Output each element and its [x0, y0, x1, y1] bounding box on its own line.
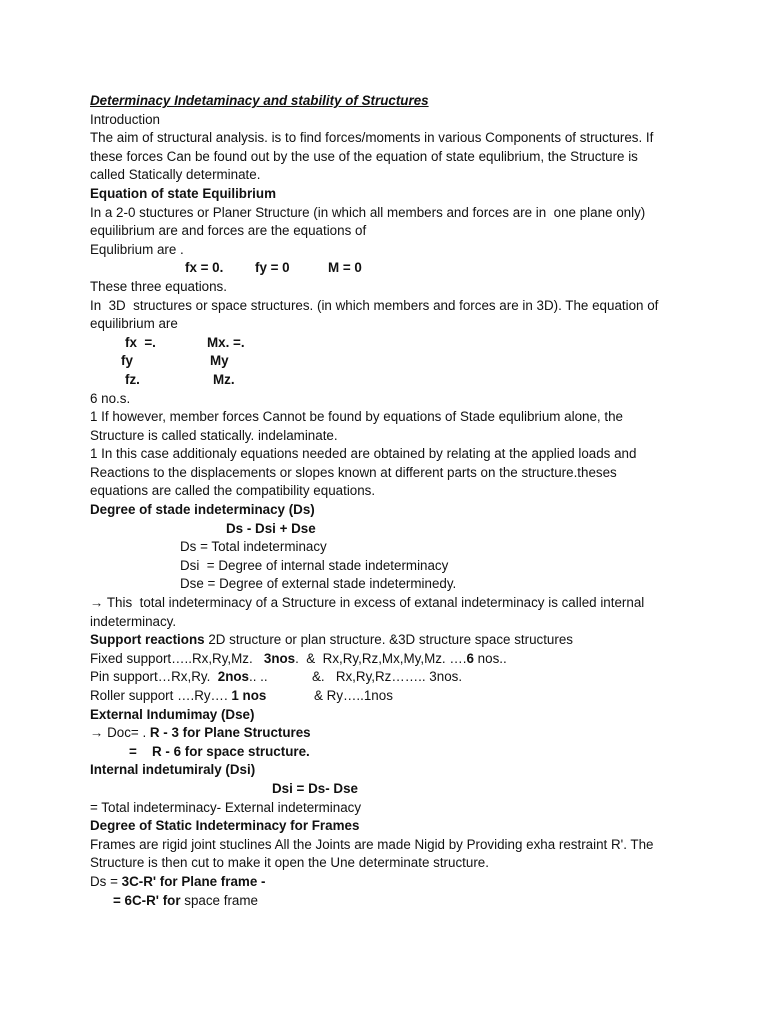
three-equations: These three equations.	[90, 278, 227, 294]
indeterminate-line-5: equations are called the compatibility equations.	[90, 483, 376, 499]
ds-space-formula: = 6C-R' for	[113, 892, 181, 908]
pin-label: Pin support…Rx,Ry.	[90, 669, 218, 685]
doc-plane: R - 3 for Plane Structures	[149, 725, 311, 741]
eq3d-my: My	[210, 353, 229, 369]
equilibrium-line-3: Equlibrium are .	[90, 241, 184, 257]
support-reactions-line	[90, 631, 690, 650]
roller-text	[90, 687, 266, 706]
ds-heading: Degree of stade indeterminacy (Ds)	[90, 502, 315, 518]
eq-fy: fy = 0	[255, 260, 290, 276]
pin-count: 2nos	[217, 669, 250, 685]
equilibrium-line-2: equilibrium are and forces are the equations of	[90, 223, 367, 239]
document-title: Determinacy Indetaminacy and stability of Structures	[90, 93, 429, 108]
frames-line-2: Structure is then cut to make it open the Une determinate structure.	[90, 855, 489, 871]
equations-3d-row-1	[90, 334, 690, 353]
document-page	[90, 92, 690, 910]
eq3d-fy: fy	[121, 353, 133, 369]
eq-m: M = 0	[328, 260, 362, 276]
eq3d-mx: Mx. =.	[207, 334, 245, 350]
fixed-suffix: nos..	[473, 650, 507, 666]
frames-heading: Degree of Static Indeterminacy for Frames	[90, 818, 360, 834]
eq3d-fz: fz.	[125, 371, 140, 387]
internal-heading: Internal indetumiraly (Dsi)	[90, 762, 256, 778]
ds-formula: Ds - Dsi + Dse	[226, 520, 316, 536]
total-external-line: = Total indeterminacy- External indeterminacy	[90, 799, 362, 815]
three-d-line-1: In 3D structures or space structures. (in which members and forces are in 3D). The equation of	[90, 297, 659, 313]
intro-line-3: called Statically determinate.	[90, 167, 261, 183]
equations-3d-row-3	[90, 371, 690, 390]
support-heading: Support reactions	[90, 632, 205, 648]
arrow-line-1: → This total indeterminacy of a Structure in excess of extanal indeterminacy is called internal	[90, 595, 645, 611]
equilibrium-heading: Equation of state Equilibrium	[90, 185, 276, 201]
external-heading: External Indumimay (Dse)	[90, 706, 255, 722]
eq3d-mz: Mz.	[213, 371, 235, 387]
support-rest: 2D structure or plan structure. &3D structure space structures	[204, 632, 573, 648]
dsi-definition: Dsi = Degree of internal stade indeterminacy	[180, 557, 449, 573]
pin-dots: .. ..	[249, 669, 268, 685]
ds-space-label: space frame	[180, 892, 258, 908]
indeterminate-line-4: Reactions to the displacements or slopes known at different parts on the structure.theses	[90, 464, 617, 480]
roller-support-line	[90, 687, 690, 706]
intro-line-1: The aim of structural analysis. is to find forces/moments in various Components of structures. If	[90, 130, 654, 146]
arrow-line-2: indeterminacy.	[90, 613, 177, 629]
indeterminate-line-2: Structure is called statically. indelaminate.	[90, 427, 338, 443]
six-nos: 6 no.s.	[90, 390, 131, 406]
equations-3d-row-2	[90, 352, 690, 371]
ds-space-line	[90, 892, 690, 911]
fixed-count-2d: 3nos	[263, 650, 296, 666]
roller-label: Roller support ….Ry….	[90, 688, 232, 703]
indeterminate-line-1: 1 If however, member forces Cannot be found by equations of Stade equlibrium alone, the	[90, 409, 623, 425]
dsi-formula: Dsi = Ds- Dse	[272, 780, 358, 796]
doc-space: R - 6 for space structure.	[152, 743, 310, 759]
roller-text-3d: & Ry…..1nos	[314, 688, 393, 703]
intro-line-2: these forces Can be found out by the use of the equation of state equlibrium, the Structure is	[90, 148, 638, 164]
pin-support-line	[90, 668, 690, 687]
doc-line	[90, 724, 690, 743]
pin-text	[90, 668, 268, 687]
ds-plane-line	[90, 873, 690, 892]
ds-plane-formula: 3C-R' for Plane frame -	[121, 873, 266, 889]
equations-2d	[90, 259, 690, 278]
fixed-count-3d: 6	[466, 650, 474, 666]
eq3d-fx: fx =.	[125, 334, 156, 350]
equilibrium-line-1: In a 2-0 stuctures or Planer Structure (in which all members and forces are in one plane only)	[90, 204, 646, 220]
eq-fx: fx = 0.	[185, 260, 224, 276]
frames-line-1: Frames are rigid joint stuclines All the Joints are made Nigid by Providing exha restraint R'. The	[90, 836, 654, 852]
fixed-text-3d: . & Rx,Ry,Rz,Mx,My,Mz. ….	[295, 650, 467, 666]
fixed-text: Fixed support…..Rx,Ry,Mz.	[90, 650, 264, 666]
doc-equals: =	[129, 743, 137, 759]
fixed-support-line	[90, 650, 690, 669]
pin-text-3d: &. Rx,Ry,Rz…….. 3nos.	[312, 669, 463, 685]
doc-space-line	[90, 743, 690, 762]
ds-plane-label: Ds =	[90, 873, 122, 889]
dse-definition: Dse = Degree of external stade indeterminedy.	[180, 576, 457, 592]
intro-heading: Introduction	[90, 111, 160, 127]
roller-count: 1 nos	[231, 688, 267, 703]
ds-definition: Ds = Total indeterminacy	[180, 539, 327, 555]
three-d-line-2: equilibrium are	[90, 316, 178, 332]
indeterminate-line-3: 1 In this case additionaly equations needed are obtained by relating at the applied loads and	[90, 446, 637, 462]
doc-label: → Doc= .	[90, 725, 150, 741]
